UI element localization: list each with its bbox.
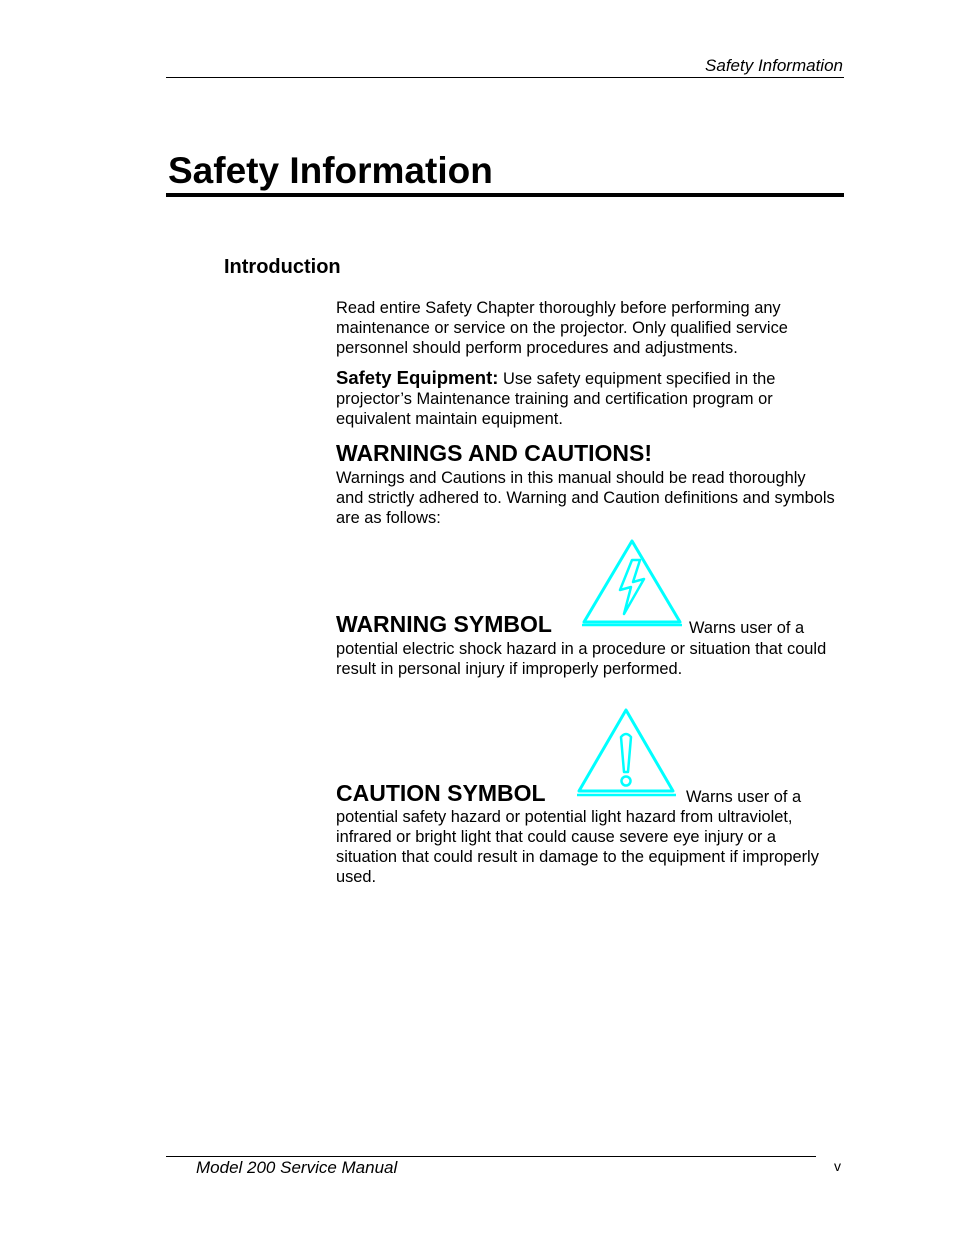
warnings-heading: WARNINGS AND CAUTIONS! [336, 440, 653, 466]
warning-symbol-heading: WARNING SYMBOL [336, 611, 552, 637]
introduction-heading: Introduction [224, 256, 341, 278]
running-header: Safety Information [705, 56, 843, 75]
warning-description: potential electric shock hazard in a procedure or situation that could result in personal injury if improperly performed. [336, 640, 827, 678]
header-rule [166, 77, 844, 78]
electric-shock-triangle-icon [580, 538, 684, 630]
page-number: v [834, 1158, 841, 1174]
warnings-paragraph: Warnings and Cautions in this manual should be read thoroughly and strictly adhered to. Warning and Caution definitions and symbols are as follows: [336, 469, 835, 527]
page-title: Safety Information [168, 150, 493, 191]
intro-paragraph: Read entire Safety Chapter thoroughly before performing any maintenance or service on the projector. Only qualified service personnel should perform procedures and adjustments. [336, 299, 788, 357]
exclamation-triangle-icon [576, 707, 680, 799]
safety-equipment-text: Use safety equipment specified in the projector’s Maintenance training and certification program or equivalent maintain equipment. [336, 370, 776, 428]
footer-manual-title: Model 200 Service Manual [196, 1158, 398, 1177]
safety-equipment-label: Safety Equipment: [336, 367, 499, 388]
safety-equipment-paragraph [336, 368, 836, 429]
caution-symbol-heading: CAUTION SYMBOL [336, 780, 546, 806]
footer-rule [166, 1156, 816, 1157]
caution-inline-text: Warns user of a [686, 788, 802, 806]
caution-description: potential safety hazard or potential light hazard from ultraviolet, infrared or bright light that could cause severe eye injury or a situation that could result in damage to the equipment if improperly used. [336, 808, 819, 886]
title-rule [166, 193, 844, 197]
warning-inline-text: Warns user of a [689, 619, 805, 637]
